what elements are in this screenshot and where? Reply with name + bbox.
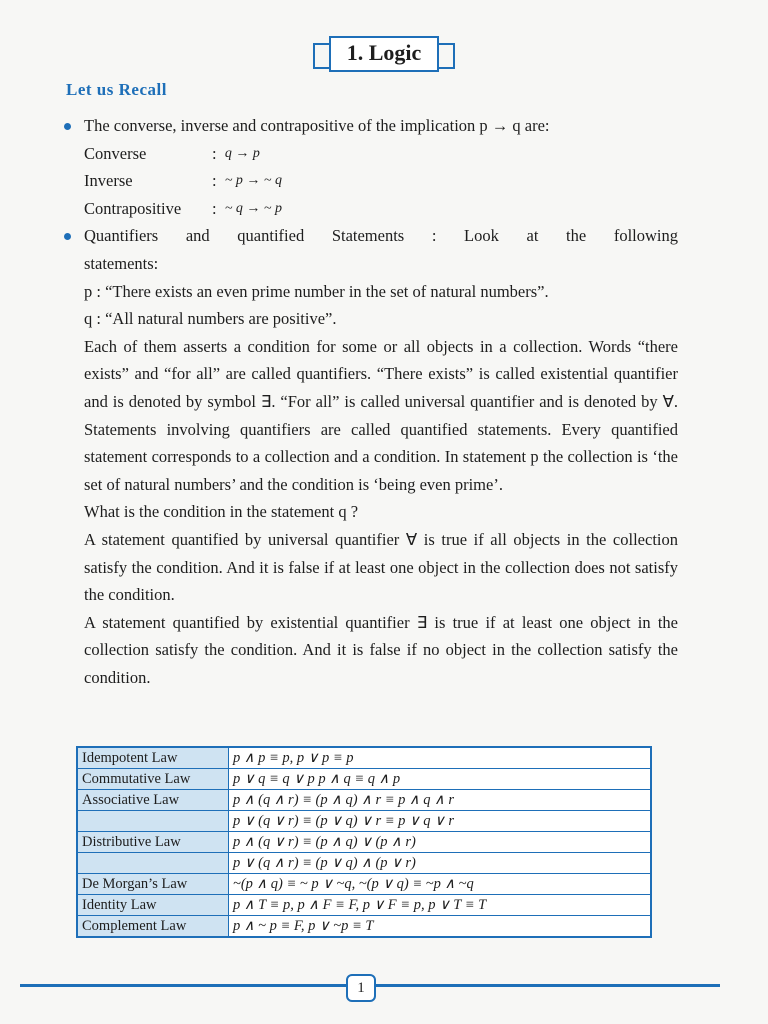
law-formula: p ∧ T ≡ p, p ∧ F ≡ F, p ∨ F ≡ p, p ∨ T ≡ T [229, 895, 652, 916]
law-formula: p ∨ (q ∨ r) ≡ (p ∨ q) ∨ r ≡ p ∨ q ∨ r [229, 811, 652, 832]
chapter-title-box [329, 36, 440, 72]
laws-table [76, 746, 652, 938]
definition-label: Contrapositive [84, 198, 182, 218]
title-ornament-left [313, 43, 329, 69]
table-row [77, 832, 651, 853]
definition-row-contrapositive [66, 195, 678, 223]
law-formula: p ∧ ~ p ≡ F, p ∨ ~p ≡ T [229, 916, 652, 938]
table-row [77, 747, 651, 769]
law-formula: ~(p ∧ q) ≡ ~ p ∨ ~q, ~(p ∨ q) ≡ ~p ∧ ~q [229, 874, 652, 895]
law-name: Commutative Law [77, 769, 229, 790]
statement-q: q : “All natural numbers are positive”. [84, 309, 337, 329]
definition-formula: ~ p → ~ q [224, 173, 282, 189]
table-row [77, 811, 651, 832]
law-name: De Morgan’s Law [77, 874, 229, 895]
law-name: Idempotent Law [77, 747, 229, 769]
law-name [77, 853, 229, 874]
definition-row-converse [66, 140, 678, 168]
statement-p: p : “There exists an even prime number in the set of natural numbers”. [84, 281, 549, 301]
law-formula: p ∨ q ≡ q ∨ p p ∧ q ≡ q ∧ p [229, 769, 652, 790]
bullet-dot-icon [64, 233, 71, 240]
definition-label: Converse [84, 143, 147, 163]
bullet-quantifiers [66, 222, 678, 250]
law-formula: p ∧ (q ∨ r) ≡ (p ∧ q) ∨ (p ∧ r) [229, 832, 652, 853]
law-name: Associative Law [77, 790, 229, 811]
table-row [77, 895, 651, 916]
law-formula: p ∧ (q ∧ r) ≡ (p ∧ q) ∧ r ≡ p ∧ q ∧ r [229, 790, 652, 811]
page-number: 1 [346, 974, 376, 1002]
bullet-quantifiers-cont: statements: [84, 253, 159, 273]
table-row [77, 916, 651, 938]
table-row [77, 874, 651, 895]
question-condition: What is the condition in the statement q ? [84, 502, 359, 522]
definition-formula: q → p [224, 145, 260, 161]
definition-sep: : [212, 198, 217, 218]
table-row [77, 769, 651, 790]
chapter-title: 1. Logic [346, 40, 422, 65]
definition-sep: : [212, 171, 217, 191]
definition-formula: ~ q → ~ p [224, 200, 282, 216]
paragraph-existential: A statement quantified by existential quantifier ∃ is true if at least one object in the collection satisfy the condition. And it is false if no object in the collection satisfy the condition. [84, 612, 678, 687]
section-heading: Let us Recall [66, 80, 167, 99]
bullet-implication-text: The converse, inverse and contrapositive of the implication p → q are: [84, 116, 550, 135]
title-ornament-right [439, 43, 455, 69]
paragraph-universal: A statement quantified by universal quantifier ∀ is true if all objects in the collection satisfy the condition. And it is false if at least one object in the collection does not satisfy the condition. [84, 529, 678, 605]
law-name: Identity Law [77, 895, 229, 916]
main-content [66, 112, 678, 691]
law-name: Distributive Law [77, 832, 229, 853]
law-name [77, 811, 229, 832]
bullet-quantifiers-text: Quantifiers and quantified Statements : Look at the following [84, 226, 678, 246]
paragraph-quantifiers: Each of them asserts a condition for some or all objects in a collection. Words “there exists” and “for all” are called quantifiers. “There exists” is called existential quantifier and is denoted by symbol ∃. “For all” is called universal quantifier and is denoted by ∀. Statements involving quantifiers are called quantified statements. Every quantified statement corresponds to a collection and a condition. In statement p the collection is ‘the set of natural numbers’ and the condition is ‘being even prime’. [84, 336, 678, 494]
table-row [77, 853, 651, 874]
bullet-dot-icon [64, 123, 71, 130]
bullet-implication [66, 112, 678, 140]
title-wrapper [0, 36, 768, 72]
definition-row-inverse [66, 167, 678, 195]
table-row [77, 790, 651, 811]
law-name: Complement Law [77, 916, 229, 938]
definition-sep: : [212, 143, 217, 163]
law-formula: p ∧ p ≡ p, p ∨ p ≡ p [229, 747, 652, 769]
law-formula: p ∨ (q ∧ r) ≡ (p ∨ q) ∧ (p ∨ r) [229, 853, 652, 874]
definition-label: Inverse [84, 171, 133, 191]
